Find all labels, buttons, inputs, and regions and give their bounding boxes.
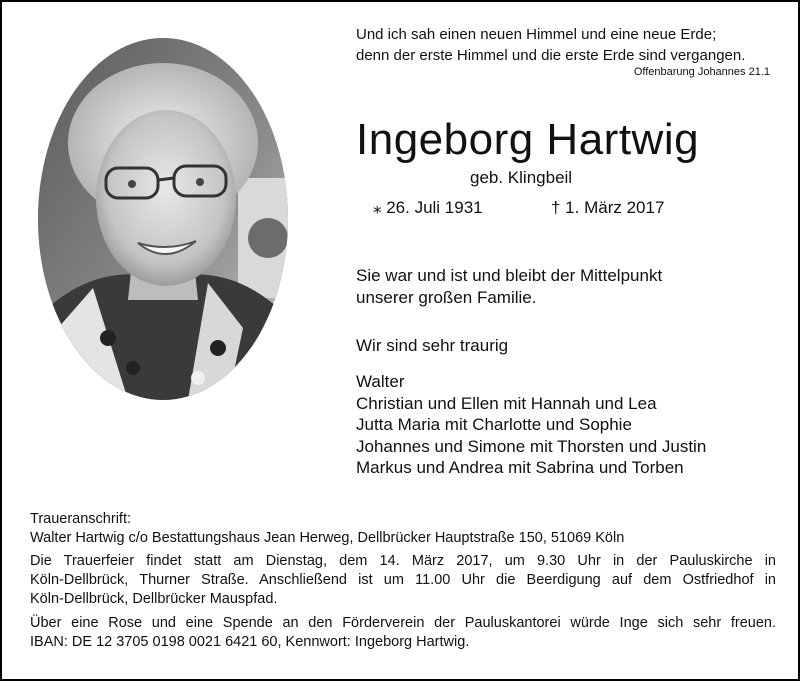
- tribute-line-1: Sie war und ist und bleibt der Mittelpunkt: [356, 266, 663, 285]
- donation-info: [30, 614, 776, 652]
- address-label: Traueranschrift:: [30, 511, 131, 527]
- family-member: Jutta Maria mit Charlotte und Sophie: [356, 415, 632, 434]
- mourning-address: [30, 510, 776, 548]
- donation-line-1: Über eine Rose und eine Spende an den Förderverein der Pauluskantorei würde Inge sich sehr freuen.: [30, 615, 776, 631]
- birth-name: geb. Klingbeil: [470, 168, 573, 187]
- deceased-name: Ingeborg Hartwig: [356, 115, 700, 164]
- life-dates: [373, 198, 665, 218]
- service-line-3: Köln-Dellbrück, Dellbrücker Mauspfad.: [30, 591, 278, 607]
- verse-reference: Offenbarung Johannes 21.1: [633, 66, 770, 78]
- tribute-text: [356, 265, 662, 308]
- service-line-1: Die Trauerfeier findet statt am Dienstag, dem 14. März 2017, um 9.30 Uhr in der Pauluskirche in: [30, 553, 776, 569]
- family-member: Johannes und Simone mit Thorsten und Justin: [356, 436, 707, 456]
- portrait-photo: [38, 38, 288, 400]
- service-line-2: Köln-Dellbrück, Thurner Straße. Anschließend ist um 11.00 Uhr die Beerdigung auf dem Ostfriedhof in: [30, 572, 776, 588]
- family-member: Markus und Andrea mit Sabrina und Torben: [356, 458, 684, 477]
- funeral-service-info: [30, 552, 776, 609]
- address-text: Walter Hartwig c/o Bestattungshaus Jean Herweg, Dellbrücker Hauptstraße 150, 51069 Köln: [30, 530, 625, 546]
- family-member: Christian und Ellen mit Hannah und Lea: [356, 393, 657, 413]
- bible-verse: [356, 24, 776, 66]
- verse-line-1: Und ich sah einen neuen Himmel und eine neue Erde;: [356, 26, 717, 43]
- portrait-image: [38, 38, 288, 400]
- donation-line-2: IBAN: DE 12 3705 0198 0021 6421 60, Kennwort: Ingeborg Hartwig.: [30, 634, 470, 650]
- mourning-statement: Wir sind sehr traurig: [356, 336, 509, 355]
- birth-date: ⁎ 26. Juli 1931: [373, 198, 483, 217]
- family-member: Walter: [356, 372, 405, 391]
- family-list: [356, 371, 706, 479]
- verse-line-2: denn der erste Himmel und die erste Erde sind vergangen.: [356, 47, 746, 64]
- tribute-line-2: unserer großen Familie.: [356, 287, 537, 307]
- death-date: † 1. März 2017: [551, 198, 665, 217]
